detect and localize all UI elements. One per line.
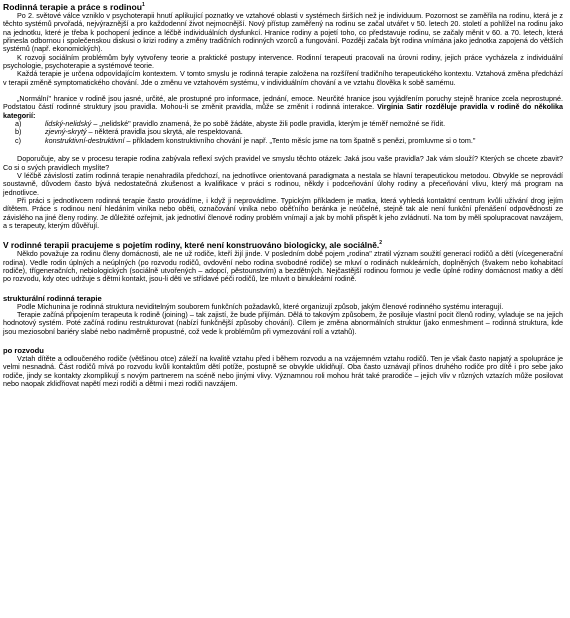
list-item: [15, 137, 563, 145]
rules-list: [3, 120, 563, 145]
rule-text: – „nelidské" pravidlo znamená, že po sobě žádáte, abyste žili podle pravidla, kterým je téměř nemožné se řídit.: [91, 119, 446, 129]
practice-paragraph-1: Doporučuje, aby se v procesu terapie rodina zabývala reflexí svých pravidel ve smyslu těchto otázek: Jaká jsou vaše pravidla? Jak vám slouží? Kterých se chcete zbavit? Co si o svých pravidlech myslíte?: [3, 154, 563, 172]
title-text: Rodinná terapie a práce s rodinou: [3, 2, 142, 12]
subheading-structural-therapy: strukturální rodinná terapie: [3, 293, 102, 303]
rules-paragraph-text: „Normální" hranice v rodině jsou jasné, určité, ale prostupné pro informace, jednání, emoce. Neurčité hranice jsou vyjádřením poruchy stejně hranice zcela neprostupné. Podstatou částí rodinné struktury jsou pravidla. Mohou-li se změnit pravidla, může se změnit i rodinná interakce.: [3, 94, 563, 112]
structural-paragraph-1: Podle Michunina je rodinná struktura neviditelným souborem funkčních požadavků, které organizují způsob, jakým členové rodinného systému interagují.: [17, 301, 504, 311]
family-concept-paragraph: Někdo považuje za rodinu členy domácnosti, ale ne už rodiče, kteří žijí jinde. V posledním době pojem „rodina" ztratil význam soužití generací rodičů a dětí (vícegenerační rodina). Vedle rodin úplných a neúplných (po rozvodu rodičů, ovdovění nebo rodina svobodné rodiče) se mluví o rodinách nukleárních, doplněných (švakem nebo kohabitací rodiče), třígeneračních, nebiologických (sociálně utvořených – adopcí, pěstounstvím) a bezdětných. Nejčastější rodinou formou je vedle úplné rodiny domácnost matky a dětí po rozvodu, kdy otec udržuje s dětmi kontakt, jsou-li děti ve střídavé péči rodičů, lze mluvit o binukleární rodině.: [3, 249, 563, 284]
rules-lead: Virginia Satir rozděluje pravidla v rodině do několika kategorií:: [3, 102, 564, 120]
rules-paragraph: [3, 95, 563, 120]
title-footnote-mark: 1: [141, 2, 145, 9]
document-page: [3, 2, 563, 388]
subheading-after-divorce: po rozvodu: [3, 346, 44, 355]
rule-text: – příkladem konstruktivního chování je např. „Tento měsíc jsme na tom špatně s penězi, promluvme si o tom.": [124, 135, 476, 145]
section-footnote-mark: 2: [379, 240, 382, 247]
rule-term: zjevný-skrytý: [45, 127, 87, 137]
practice-paragraph-3: Při práci s jednotlivcem rodinná terapie často provádíme, i když ji neprovádíme. Typickým příkladem je matka, která vyhledá kontaktní centrum kvůli užívání drog jejím dítětem. Práce s rodinou není hledáním viníka nebo oběti, označování viníka nebo oběťního beránka je neúčelné, stejně tak ale není funkční přenášení odpovědnosti ze závislého na jiné členy rodiny. Je důležité ozřejmit, jak jednotliví členové rodiny problém vnímají a jak by mohli přispět k jeho zvládnutí. Na tom by měli spolupracovat navzájem, a s terapeuty, kterým důvěřují.: [3, 195, 563, 230]
list-marker: c): [15, 135, 21, 145]
rule-text: – některá pravidla jsou skrytá, ale respektovaná.: [86, 127, 243, 137]
structural-paragraph-2: Terapie začíná připojením terapeuta k rodině (joining) – tak zajistí, že bude přijímán. Dělá to takovým způsobem, že posiluje vlastní pocit členů rodiny, vyladuje se na jejich hodnotový systém. Poté začíná rodinu restrukturovat (nabízí funkčnější způsoby chování). Cílem je změna abnormálních struktur (jako enmeshment – rodinná struktura, kde jsou meziosobní bariéry slabé nebo nadměrně propustné, což vede k problémům při vymezování rolí a vztahů).: [3, 309, 563, 336]
list-marker: b): [15, 127, 22, 137]
intro-paragraph-1: Po 2. světové válce vzniklo v psychoterapii hnutí aplikující poznatky ve vztahové oblasti v systémech širších než je individuum. Pozornost se zaměřila na rodinu, která je z těchto systémů prvořadá, nejvýraznější a pro každodenní život nejmocnější. Nový přístup zaměřený na rodinu se začal utvářet v 50. letech 20. století a pohlížel na rodinu jako na jednotku, které je třeba k pochopení jedince a léčbě individuálních dysfunkcí. Hranice rodiny a pojetí toho, co představuje rodinu, se začaly měnit v 60. a 70. letech, která přinesla odbornou i společenskou diskusi o krizi rodiny a změny tradičních rodinných vzorců a fungování. Později začala být rodina vnímána jako jednotka zapojená do větších systémů (např. ekonomických).: [3, 11, 563, 54]
intro-paragraph-2: K rozvoji sociálním problémům byly vytvořeny teorie a praktické postupy intervence. Rodinní terapeuti pracovali na úrovni rodiny, jejich práce vycházela z individuální psychologie, psychoterapie a systémové teorie.: [3, 52, 563, 71]
list-marker: a): [15, 119, 22, 129]
rule-term: lidský-nelidský: [45, 119, 92, 129]
intro-paragraph-3: Každá terapie je určena odpovídajícím kontextem. V tomto smyslu je rodinná terapie založena na rozšíření tradičního terapeutického kontextu. Vztahová změna předchází v terapii změně symptomatického chování. Jde o změnu ve vztahovém systému, v individuálním chování a ve vztahu člověka k sobě samému.: [3, 69, 563, 87]
rule-term: konstruktivní-destruktivní: [45, 135, 125, 145]
section-heading-text: V rodinné terapii pracujeme s pojetím rodiny, které není konstruováno biologicky, ale sociálně.: [3, 240, 380, 251]
divorce-paragraph: Vztah dítěte a odloučeného rodiče (většinou otce) záleží na kvalitě vztahu před i během rozvodu a na vzájemném vztahu rodičů. Ten je však často napjatý a spolupráce je velmi nesnadná. Část rodičů mívá po rozvodu kvůli kontaktům dětí potíže, postupně se obvykle uklidňují. Oba často uznávají přínos druhého rodiče pro dítě i pro sebe jako rodiče, jindy se kontakty zkomplikují s novým partnerem na scéně nebo jinými vlivy. Významnou roli mohou hrát také prarodiče – jejich vliv v různých vztazích může posilovat nebo naopak zkliďňovat napětí mezi rodiči a dětmi i mezi rodiči navzájem.: [3, 354, 563, 389]
practice-paragraph-2: V léčbě závislostí zatím rodinná terapie nenahradila předchozí, na jednotlivce orientovaná paradigmata a nestala se hlavní terapeutickou metodou. Obvykle se neprovádí soustavně, důvodem často bývá nedostatečná zkušenost a kvalifikace v práci s rodinou, někdy i podceňování úlohy rodiny a přeceňování vlivu, který má program na jednotlivce.: [3, 170, 563, 197]
